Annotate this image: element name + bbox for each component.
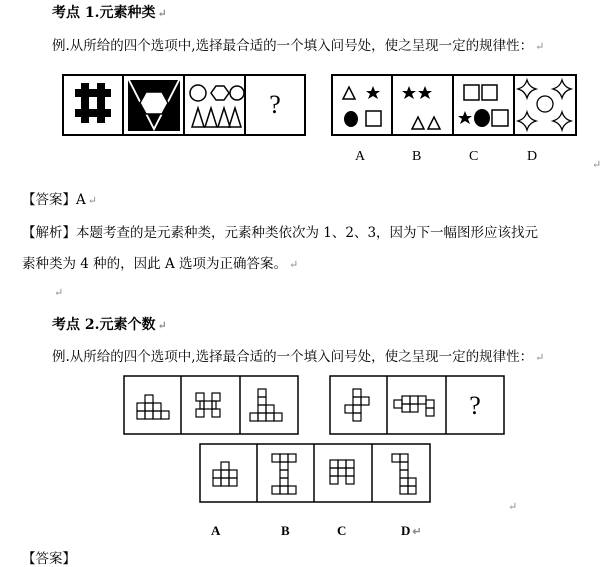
section2-answer: 【答案】: [22, 551, 76, 567]
option-a-label: A: [211, 523, 221, 538]
option-b-label: B: [281, 523, 290, 538]
paragraph-mark: ↵: [592, 158, 602, 171]
section1-analysis-line2: 素种类为 4 种的，因此 A 选项为正确答案。 ↵: [22, 256, 299, 272]
paragraph-mark: ↵: [508, 500, 518, 513]
section2-question: 例.从所给的四个选项中,选择最合适的一个填入问号处，使之呈现一定的规律性： ↵: [52, 349, 545, 365]
option-c-label: C: [469, 149, 479, 164]
section1-analysis-line1: 【解析】本题考查的是元素种类，元素种类依次为 1、2、3，因为下一幅图形应该找元: [22, 225, 539, 241]
option-d-label: D ↵: [401, 523, 422, 538]
option-d-label: D: [527, 149, 538, 164]
section1-question: 例.从所给的四个选项中,选择最合适的一个填入问号处，使之呈现一定的规律性： ↵: [52, 38, 545, 54]
section2-title: 考点 2.元素个数 ↵: [52, 317, 167, 333]
option-a-label: A: [355, 149, 366, 164]
option-c-label: C: [337, 523, 347, 538]
section1-answer: 【答案】A ↵: [22, 192, 97, 208]
paragraph-mark: ↵: [54, 286, 64, 299]
question-mark: ?: [469, 391, 481, 420]
option-b-label: B: [412, 149, 422, 164]
question-mark: ?: [269, 90, 281, 119]
section1-title: 考点 1.元素种类 ↵: [52, 5, 167, 21]
